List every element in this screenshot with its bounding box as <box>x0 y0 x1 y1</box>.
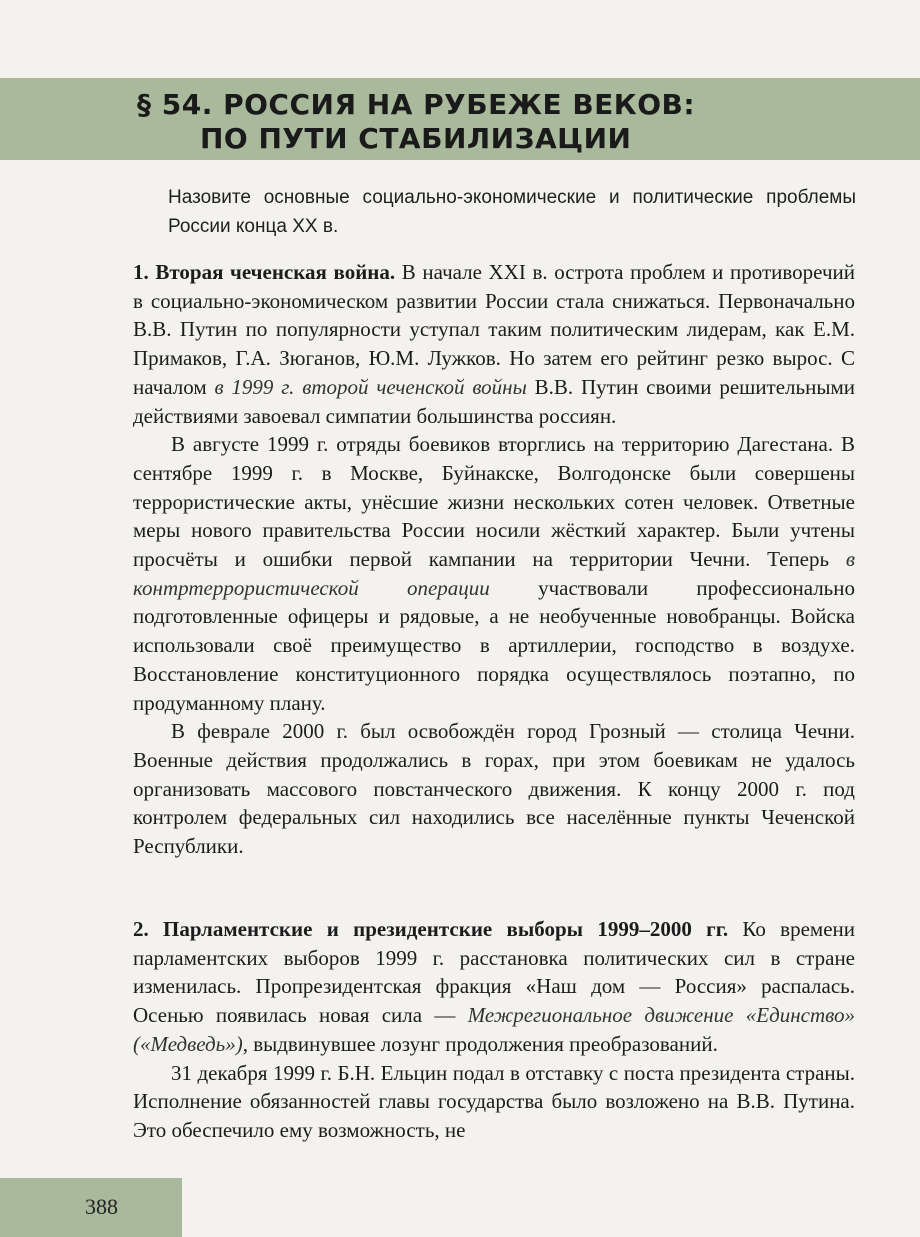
section-1-p2-text-a: В августе 1999 г. отряды боевиков вторглись на территорию Дагестана. В сентябре 1999 г. в Москве, Буйнакске, Волгодонске были совершены террористические акты, унёсшие жизни нескольких сотен человек. Ответные меры нового правительства России носили жёсткий характер. Были учтены просчёты и ошибки первой кампании на территории Чечни. Теперь <box>133 432 855 572</box>
section-1-p1-term: в 1999 г. второй чеченской войны <box>214 374 527 399</box>
section-1-p2-text-b: участвовали профессионально подготовленные офицеры и рядовые, а не необученные новобранцы. Войска использовали своё преимущество в артиллерии, господство в воздухе. Восстановление конституционного порядка осуществлялось поэтапно, по продуманному плану. <box>133 575 855 715</box>
chapter-header <box>0 78 920 160</box>
section-2-paragraph-1 <box>133 915 855 1059</box>
section-1-p1-text-a: В начале XXI в. острота проблем и противоречий в социально-экономическом развитии России стала снижаться. Первоначально В.В. Путин по популярности уступал таким политическим лидерам, как Е.М. Примаков, Г.А. Зюганов, Ю.М. Лужков. Но затем его рейтинг резко вырос. С началом <box>133 260 855 399</box>
section-1 <box>133 258 855 861</box>
page-number-box <box>0 1178 182 1237</box>
section-1-p1-text-b: В.В. Путин своими решительными действиями завоевал симпатии большинства россиян. <box>133 374 855 428</box>
chapter-title-line-2: ПО ПУТИ СТАБИЛИЗАЦИИ <box>200 122 632 155</box>
section-1-paragraph-2 <box>133 430 855 717</box>
section-2-p1-text-a: Ко времени парламентских выборов 1999 г. расстановка политических сил в стране изменилась. Пропрезидентская фракция «Наш дом — Россия» распалась. Осенью появилась новая сила — <box>133 917 855 1028</box>
section-1-heading: 1. Вторая чеченская война. <box>133 260 396 284</box>
section-2-heading: 2. Парламентские и президентские выборы 1999–2000 гг. <box>133 917 729 941</box>
section-1-p2-term: в контртеррористической операции <box>133 547 855 600</box>
section-2-paragraph-2: 31 декабря 1999 г. Б.Н. Ельцин подал в отставку с поста президента страны. Исполнение обязанностей главы государства было возложено на В.В. Путина. Это обеспечило ему возможность, не <box>133 1060 855 1142</box>
section-2 <box>133 915 855 1145</box>
section-2-p1-text-b: , выдвинувшее лозунг продолжения преобразований. <box>242 1031 718 1056</box>
section-1-paragraph-1 <box>133 258 855 430</box>
page-number: 388 <box>85 1194 118 1219</box>
chapter-title-line-1: § 54. РОССИЯ НА РУБЕЖЕ ВЕКОВ: <box>137 88 696 121</box>
section-2-p1-term: Межрегиональное движение «Единство» («Медведь») <box>133 1003 855 1056</box>
intro-question: Назовите основные социально-экономические и политические проблемы России конца XX в. <box>168 187 856 237</box>
section-1-paragraph-3: В феврале 2000 г. был освобождён город Грозный — столица Чечни. Военные действия продолжались в горах, при этом боевикам не удалось организовать массового повстанческого движения. К концу 2000 г. под контролем федеральных сил находились все населённые пункты Чеченской Республики. <box>133 719 855 859</box>
